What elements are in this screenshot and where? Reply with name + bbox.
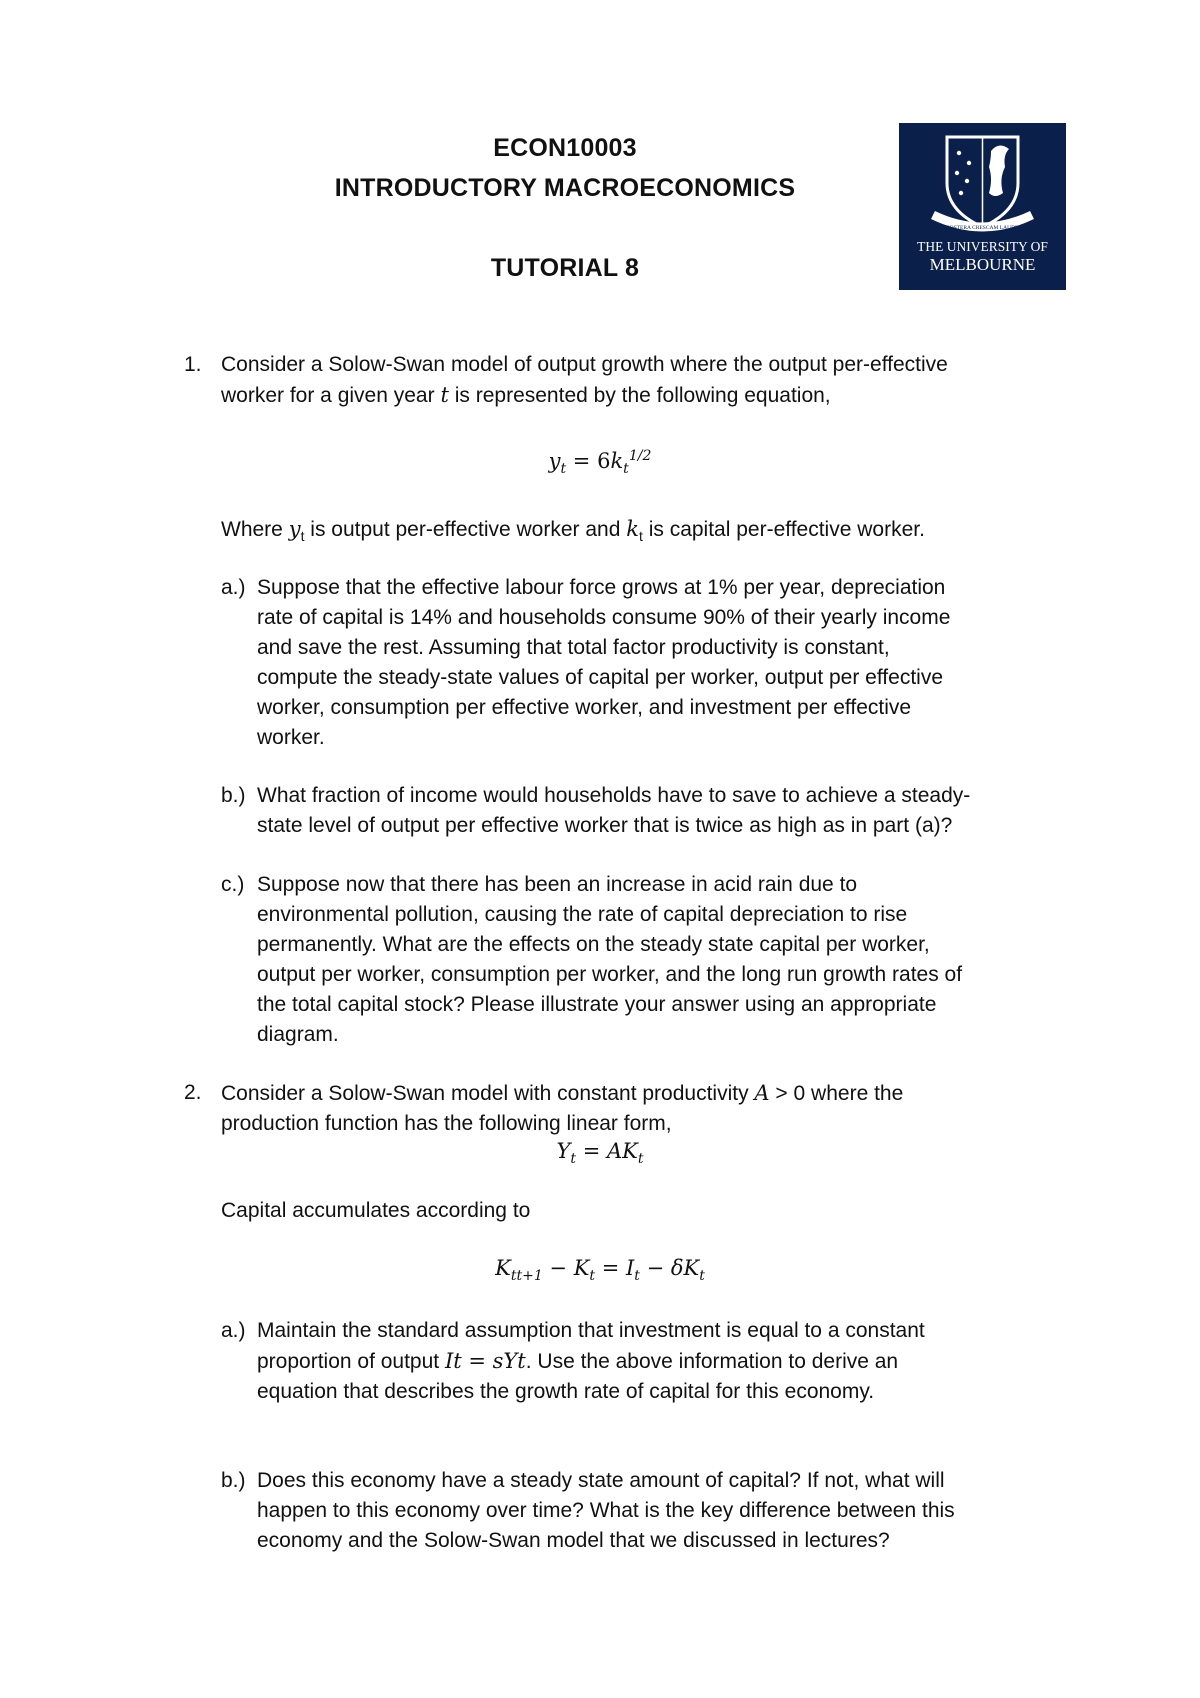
capital-accumulation-text: Capital accumulates according to — [221, 1199, 531, 1222]
question-text-line: Consider a Solow-Swan model with constant productivity A > 0 where the — [221, 1081, 904, 1105]
sub-question-label: b.) — [221, 1469, 246, 1492]
course-name: INTRODUCTORY MACROECONOMICS — [334, 174, 796, 202]
question-1b — [221, 781, 1071, 841]
text-line: Maintain the standard assumption that investment is equal to a constant — [257, 1319, 925, 1342]
text-line: output per worker, consumption per worker, and the long run growth rates of — [257, 963, 963, 986]
text-line: happen to this economy over time? What is the key difference between this — [257, 1499, 955, 1522]
logo-motto: POSTERA CRESCAM LAUDE — [946, 225, 1019, 231]
text-line: economy and the Solow-Swan model that we discussed in lectures? — [257, 1529, 890, 1552]
question-1-intro — [184, 350, 1064, 411]
sub-question-label: a.) — [221, 1319, 246, 1342]
text-line: Suppose that the effective labour force grows at 1% per year, depreciation — [257, 576, 946, 599]
text-line: state level of output per effective worker that is twice as high as in part (a)? — [257, 814, 953, 837]
question-number: 1. — [184, 353, 202, 376]
question-text-line: Consider a Solow-Swan model of output growth where the output per-effective — [221, 353, 948, 376]
text-line: worker. — [257, 726, 325, 749]
text-line: proportion of output It = sYt. Use the above information to derive an — [257, 1349, 899, 1373]
text-line: the total capital stock? Please illustrate your answer using an appropriate — [257, 993, 937, 1016]
logo-line1: THE UNIVERSITY OF — [917, 239, 1048, 254]
question-number: 2. — [184, 1081, 202, 1104]
equation-capital-accumulation: $K_{tt+1} - K_t = I_t - \delta K_t$ — [495, 1256, 705, 1285]
question-2-intro — [184, 1078, 1064, 1139]
text-line: equation that describes the growth rate of capital for this economy. — [257, 1380, 875, 1403]
text-line: Suppose now that there has been an increase in acid rain due to — [257, 873, 858, 896]
equation-production-function: $Y_t = AK_t$ — [556, 1139, 644, 1168]
question-text-line: production function has the following linear form, — [221, 1112, 672, 1135]
sub-question-label: c.) — [221, 873, 245, 896]
text-line: compute the steady-state values of capital per worker, output per effective — [257, 666, 943, 689]
sub-question-label: a.) — [221, 576, 246, 599]
text-line: Does this economy have a steady state amount of capital? If not, what will — [257, 1469, 945, 1492]
logo-line2: MELBOURNE — [929, 255, 1036, 274]
text-line: rate of capital is 14% and households consume 90% of their yearly income — [257, 606, 951, 629]
sub-question-label: b.) — [221, 784, 246, 807]
question-1c — [221, 870, 1071, 1050]
question-text-line: worker for a given year t is represented by the following equation, — [221, 383, 831, 407]
question-2b — [221, 1466, 1071, 1556]
tutorial-title: TUTORIAL 8 — [490, 254, 640, 282]
course-code: ECON10003 — [493, 134, 637, 162]
university-logo — [899, 123, 1066, 290]
question-1a — [221, 573, 1071, 753]
question-2a — [221, 1316, 1071, 1407]
university-crest-icon — [899, 123, 1066, 290]
variable-definitions: Where $y_t$ is output per-effective worker and $k_t$ is capital per-effective worker. — [221, 517, 925, 545]
text-line: permanently. What are the effects on the steady state capital per worker, — [257, 933, 930, 956]
text-line: worker, consumption per effective worker, and investment per effective — [257, 696, 912, 719]
text-line: and save the rest. Assuming that total factor productivity is constant, — [257, 636, 890, 659]
text-line: diagram. — [257, 1023, 339, 1046]
text-line: What fraction of income would households have to save to achieve a steady- — [257, 784, 971, 807]
text-line: environmental pollution, causing the rate of capital depreciation to rise — [257, 903, 908, 926]
equation-output-per-worker: $y_t = 6k_t^{1/2}$ — [548, 448, 652, 478]
